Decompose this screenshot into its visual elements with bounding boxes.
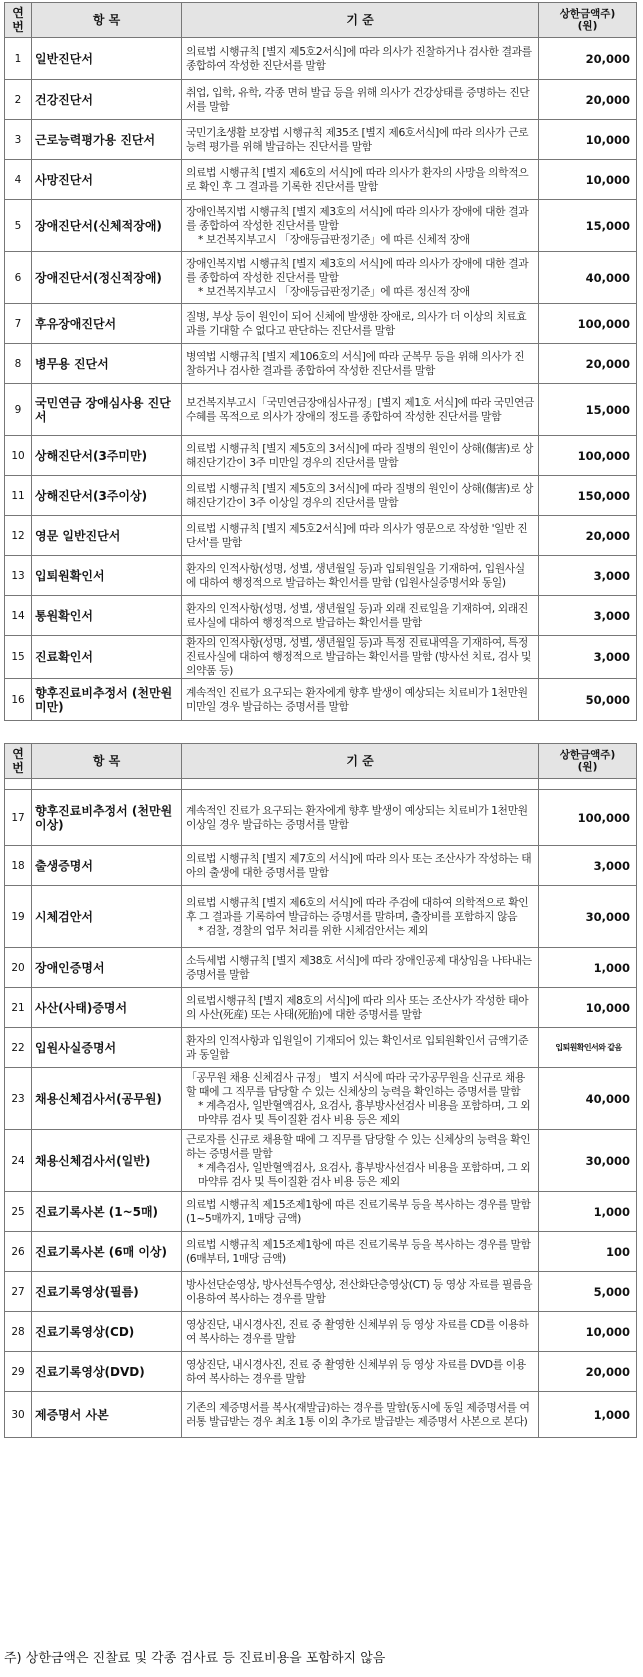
row-amount: 3,000	[539, 636, 637, 679]
row-item: 진료기록영상(CD)	[32, 1312, 182, 1352]
criteria-text: 질병, 부상 등이 원인이 되어 신체에 발생한 장애로, 의사가 더 이상의 치료효과를 기대할 수 없다고 판단하는 진단서를 말함	[186, 309, 527, 337]
row-amount: 100,000	[539, 790, 637, 846]
spacer-cell	[539, 779, 637, 790]
criteria-text: 의료법 시행규칙 제15조제1항에 따른 진료기록부 등을 복사하는 경우를 말함(6매부터, 1매당 금액)	[186, 1237, 531, 1265]
row-criteria	[182, 252, 539, 304]
row-number: 11	[5, 476, 32, 516]
criteria-text: 근로자를 신규로 채용할 때에 그 직무를 담당할 수 있는 신체상의 능력을 확인하는 증명서를 말함	[186, 1132, 531, 1160]
row-number: 12	[5, 516, 32, 556]
row-number: 2	[5, 80, 32, 120]
row-amount: 40,000	[539, 252, 637, 304]
criteria-text: 계속적인 진료가 요구되는 환자에게 향후 발생이 예상되는 치료비가 1천만원 이상일 경우 발급하는 증명서를 말함	[186, 803, 528, 831]
row-amount: 100,000	[539, 436, 637, 476]
row-item: 병무용 진단서	[32, 344, 182, 384]
criteria-text: 취업, 입학, 유학, 각종 면허 발급 등을 위해 의사가 건강상태를 증명하는 진단서를 말함	[186, 85, 530, 113]
row-criteria	[182, 1028, 539, 1068]
table-header-row	[5, 3, 637, 38]
row-criteria	[182, 1232, 539, 1272]
row-criteria	[182, 886, 539, 948]
criteria-text: 보건복지부고시「국민연금장애심사규정」[별지 제1호 서식]에 따라 국민연금수혜를 목적으로 의사가 장애의 정도를 종합하여 작성한 진단서를 말함	[186, 395, 534, 423]
header-criteria: 기 준	[182, 3, 539, 38]
criteria-text: 장애인복지법 시행규칙 [별지 제3호의 서식]에 따라 의사가 장애에 대한 결과를 종합하여 작성한 진단서를 말함	[186, 256, 529, 284]
row-amount: 10,000	[539, 988, 637, 1028]
row-amount: 50,000	[539, 679, 637, 721]
row-item: 통원확인서	[32, 596, 182, 636]
row-amount: 20,000	[539, 344, 637, 384]
row-number: 27	[5, 1272, 32, 1312]
header-amount: 상한금액주) (원)	[539, 744, 637, 779]
criteria-text: 병역법 시행규칙 [별지 제106호의 서식]에 따라 군복무 등을 위해 의사가 진찰하거나 검사한 결과를 종합하여 작성한 진단서를 말함	[186, 349, 525, 377]
header-item: 항 목	[32, 3, 182, 38]
criteria-text: 소득세법 시행규칙 [별지 제38호 서식]에 따라 장애인공제 대상임을 나타내는 증명서를 말함	[186, 953, 532, 981]
table-row	[5, 1232, 637, 1272]
row-number: 9	[5, 384, 32, 436]
table-row	[5, 1272, 637, 1312]
criteria-text: 의료법 시행규칙 [별지 제5호의 3서식]에 따라 질병의 원인이 상해(傷害)로 상해진단기간이 3주 미만일 경우의 진단서를 말함	[186, 441, 534, 469]
row-amount: 3,000	[539, 846, 637, 886]
criteria-text: 환자의 인적사항(성명, 성별, 생년월일 등)과 입퇴원일을 기재하여, 입원사실에 대하여 행정적으로 발급하는 확인서를 말함 (입원사실증명서와 동일)	[186, 561, 525, 589]
table-row	[5, 120, 637, 160]
row-amount: 1,000	[539, 948, 637, 988]
row-criteria	[182, 38, 539, 80]
spacer-cell	[5, 779, 32, 790]
table-row	[5, 636, 637, 679]
row-number: 19	[5, 886, 32, 948]
criteria-text: 영상진단, 내시경사진, 진료 중 촬영한 신체부위 등 영상 자료를 CD를 이용하여 복사하는 경우를 말함	[186, 1317, 529, 1345]
criteria-text: 의료법 시행규칙 [별지 제5호2서식]에 따라 의사가 진찰하거나 검사한 결과를 종합하여 작성한 진단서를 말함	[186, 44, 532, 72]
row-amount: 20,000	[539, 1352, 637, 1392]
table-header-row	[5, 744, 637, 779]
criteria-text: 「공무원 채용 신체검사 규정」 별지 서식에 따라 국가공무원을 신규로 채용할 때에 그 직무를 담당할 수 있는 신체상의 능력을 확인하는 증명서를 말함	[186, 1070, 525, 1098]
row-amount: 30,000	[539, 1130, 637, 1192]
criteria-text: 의료법 시행규칙 [별지 제6호의 서식]에 따라 주검에 대하여 의학적으로 확인 후 그 결과를 기록하여 발급하는 증명서를 말하며, 출장비를 포함하지 않음	[186, 895, 529, 923]
row-item: 장애진단서(신체적장애)	[32, 200, 182, 252]
row-number: 7	[5, 304, 32, 344]
row-amount: 1,000	[539, 1392, 637, 1438]
row-item: 근로능력평가용 진단서	[32, 120, 182, 160]
row-amount: 20,000	[539, 516, 637, 556]
table-body-part2	[5, 779, 637, 1438]
criteria-text: 기존의 제증명서를 복사(재발급)하는 경우를 말함(동시에 동일 제증명서를 여러통 발급받는 경우 최초 1통 이외 추가로 발급받는 제증명서 사본으로 본다)	[186, 1400, 530, 1428]
row-criteria	[182, 304, 539, 344]
criteria-text: 영상진단, 내시경사진, 진료 중 촬영한 신체부위 등 영상 자료를 DVD를 이용하여 복사하는 경우를 말함	[186, 1357, 526, 1385]
row-amount: 1,000	[539, 1192, 637, 1232]
row-criteria	[182, 1392, 539, 1438]
row-item: 장애진단서(정신적장애)	[32, 252, 182, 304]
row-criteria	[182, 846, 539, 886]
row-amount: 30,000	[539, 886, 637, 948]
fee-table-part1	[4, 2, 637, 721]
row-amount: 100	[539, 1232, 637, 1272]
row-item: 진료확인서	[32, 636, 182, 679]
criteria-text: 의료법 시행규칙 [별지 제6호의 서식]에 따라 의사가 환자의 사망을 의학적으로 확인 후 그 결과를 기록한 진단서를 말함	[186, 165, 529, 193]
table-row	[5, 988, 637, 1028]
row-criteria	[182, 556, 539, 596]
table-body-part1	[5, 38, 637, 721]
row-criteria	[182, 636, 539, 679]
row-item: 사산(사태)증명서	[32, 988, 182, 1028]
row-item: 채용신체검사서(일반)	[32, 1130, 182, 1192]
table-row	[5, 1192, 637, 1232]
row-item: 진료기록사본 (6매 이상)	[32, 1232, 182, 1272]
row-criteria	[182, 1352, 539, 1392]
table-row	[5, 1392, 637, 1438]
table-row	[5, 1352, 637, 1392]
row-number: 5	[5, 200, 32, 252]
header-amount: 상한금액주) (원)	[539, 3, 637, 38]
table-row	[5, 948, 637, 988]
table-spacer-row	[5, 779, 637, 790]
row-criteria	[182, 948, 539, 988]
row-criteria	[182, 120, 539, 160]
row-amount: 입퇴원확인서와 같음	[539, 1028, 637, 1068]
row-number: 28	[5, 1312, 32, 1352]
spacer-cell	[32, 779, 182, 790]
table-row	[5, 80, 637, 120]
criteria-text: 환자의 인적사항(성명, 성별, 생년월일 등)과 특정 진료내역을 기재하여, 특정 진료사실에 대하여 행정적으로 발급하는 확인서를 말함 (방사선 치료, 검사 및 의약품 등)	[186, 636, 532, 677]
table-row	[5, 1130, 637, 1192]
row-number: 24	[5, 1130, 32, 1192]
table-row	[5, 516, 637, 556]
row-criteria	[182, 344, 539, 384]
table-row	[5, 252, 637, 304]
criteria-note: * 보건복지부고시 「장애등급판정기준」에 따른 정신적 장애	[198, 284, 470, 298]
row-number: 6	[5, 252, 32, 304]
row-number: 25	[5, 1192, 32, 1232]
row-item: 진료기록영상(필름)	[32, 1272, 182, 1312]
row-amount: 10,000	[539, 1312, 637, 1352]
row-number: 23	[5, 1068, 32, 1130]
row-criteria	[182, 436, 539, 476]
row-amount: 15,000	[539, 200, 637, 252]
header-item: 항 목	[32, 744, 182, 779]
criteria-text: 방사선단순영상, 방사선특수영상, 전산화단층영상(CT) 등 영상 자료를 필름을 이용하여 복사하는 경우를 말함	[186, 1277, 533, 1305]
criteria-note: * 보건복지부고시 「장애등급판정기준」에 따른 신체적 장애	[198, 232, 470, 246]
row-number: 26	[5, 1232, 32, 1272]
row-item: 향후진료비추정서 (천만원이상)	[32, 790, 182, 846]
row-criteria	[182, 1068, 539, 1130]
row-number: 13	[5, 556, 32, 596]
row-criteria	[182, 1192, 539, 1232]
criteria-text: 환자의 인적사항과 입원일이 기재되어 있는 확인서로 입퇴원확인서 금액기준과 동일함	[186, 1033, 529, 1061]
row-number: 10	[5, 436, 32, 476]
row-item: 채용신체검사서(공무원)	[32, 1068, 182, 1130]
row-criteria	[182, 384, 539, 436]
row-item: 건강진단서	[32, 80, 182, 120]
row-amount: 3,000	[539, 556, 637, 596]
row-item: 진료기록사본 (1~5매)	[32, 1192, 182, 1232]
row-number: 17	[5, 790, 32, 846]
criteria-text: 장애인복지법 시행규칙 [별지 제3호의 서식]에 따라 의사가 장애에 대한 결과를 종합하여 작성한 진단서를 말함	[186, 204, 529, 232]
criteria-text: 국민기초생활 보장법 시행규칙 제35조 [별지 제6호서식]에 따라 의사가 근로능력 평가를 위해 발급하는 진단서를 말함	[186, 125, 529, 153]
fee-table-part2	[4, 743, 637, 1438]
table-row	[5, 1312, 637, 1352]
criteria-text: 의료법 시행규칙 [별지 제5호2서식]에 따라 의사가 영문으로 작성한 '일반 진단서'를 말함	[186, 521, 528, 549]
table-row	[5, 384, 637, 436]
table-row	[5, 436, 637, 476]
row-amount: 3,000	[539, 596, 637, 636]
footnote: 주) 상한금액은 진찰료 및 각종 검사료 등 진료비용을 포함하지 않음	[4, 1651, 386, 1666]
table-row	[5, 304, 637, 344]
header-no: 연 번	[5, 744, 32, 779]
row-criteria	[182, 160, 539, 200]
row-amount: 100,000	[539, 304, 637, 344]
row-number: 8	[5, 344, 32, 384]
row-number: 21	[5, 988, 32, 1028]
table-row	[5, 790, 637, 846]
criteria-text: 의료법 시행규칙 [별지 제5호의 3서식]에 따라 질병의 원인이 상해(傷害)로 상해진단기간이 3주 이상일 경우의 진단서를 말함	[186, 481, 534, 509]
criteria-text: 의료법 시행규칙 제15조제1항에 따른 진료기록부 등을 복사하는 경우를 말함(1~5매까지, 1매당 금액)	[186, 1197, 531, 1225]
row-item: 시체검안서	[32, 886, 182, 948]
table-row	[5, 38, 637, 80]
table-row	[5, 596, 637, 636]
row-number: 29	[5, 1352, 32, 1392]
row-number: 18	[5, 846, 32, 886]
criteria-text: 계속적인 진료가 요구되는 환자에게 향후 발생이 예상되는 치료비가 1천만원 미만일 경우 발급하는 증명서를 말함	[186, 685, 528, 713]
criteria-text: 환자의 인적사항(성명, 성별, 생년월일 등)과 외래 진료일을 기재하여, 외래진료사실에 대하여 행정적으로 발급하는 확인서를 말함	[186, 601, 528, 629]
criteria-text: 의료법시행규칙 [별지 제8호의 서식]에 따라 의사 또는 조산사가 작성한 태아의 사산(死産) 또는 사태(死胎)에 대한 증명서를 말함	[186, 993, 529, 1021]
row-number: 22	[5, 1028, 32, 1068]
row-item: 장애인증명서	[32, 948, 182, 988]
row-amount: 40,000	[539, 1068, 637, 1130]
row-amount: 15,000	[539, 384, 637, 436]
row-item: 입원사실증명서	[32, 1028, 182, 1068]
row-number: 20	[5, 948, 32, 988]
row-criteria	[182, 80, 539, 120]
row-number: 30	[5, 1392, 32, 1438]
row-number: 16	[5, 679, 32, 721]
header-no: 연 번	[5, 3, 32, 38]
row-item: 상해진단서(3주미만)	[32, 436, 182, 476]
criteria-note: * 계측검사, 일반혈액검사, 요검사, 흉부방사선검사 비용을 포함하며, 그 외 마약류 검사 및 특이질환 검사 비용 등은 제외	[198, 1160, 531, 1188]
row-item: 사망진단서	[32, 160, 182, 200]
row-number: 4	[5, 160, 32, 200]
row-criteria	[182, 1130, 539, 1192]
table-row	[5, 200, 637, 252]
row-criteria	[182, 790, 539, 846]
row-criteria	[182, 679, 539, 721]
row-item: 국민연금 장애심사용 진단서	[32, 384, 182, 436]
row-criteria	[182, 200, 539, 252]
row-criteria	[182, 596, 539, 636]
row-number: 14	[5, 596, 32, 636]
fee-document	[4, 2, 636, 1438]
row-criteria	[182, 516, 539, 556]
row-amount: 5,000	[539, 1272, 637, 1312]
row-item: 일반진단서	[32, 38, 182, 80]
criteria-text: 의료법 시행규칙 [별지 제7호의 서식]에 따라 의사 또는 조산사가 작성하는 태아의 출생에 대한 증명서를 말함	[186, 851, 532, 879]
table-row	[5, 344, 637, 384]
row-amount: 20,000	[539, 38, 637, 80]
row-item: 입퇴원확인서	[32, 556, 182, 596]
row-criteria	[182, 1272, 539, 1312]
criteria-note: * 검찰, 경찰의 업무 처리를 위한 시체검안서는 제외	[198, 923, 428, 937]
row-amount: 150,000	[539, 476, 637, 516]
row-item: 영문 일반진단서	[32, 516, 182, 556]
criteria-note: * 계측검사, 일반혈액검사, 요검사, 흉부방사선검사 비용을 포함하며, 그 외 마약류 검사 및 특이질환 검사 비용 등은 제외	[198, 1098, 531, 1126]
row-amount: 20,000	[539, 80, 637, 120]
row-criteria	[182, 988, 539, 1028]
row-item: 후유장애진단서	[32, 304, 182, 344]
row-number: 1	[5, 38, 32, 80]
table-row	[5, 679, 637, 721]
row-item: 향후진료비추정서 (천만원미만)	[32, 679, 182, 721]
row-item: 상해진단서(3주이상)	[32, 476, 182, 516]
table-row	[5, 160, 637, 200]
row-item: 제증명서 사본	[32, 1392, 182, 1438]
table-row	[5, 886, 637, 948]
header-criteria: 기 준	[182, 744, 539, 779]
row-item: 진료기록영상(DVD)	[32, 1352, 182, 1392]
row-amount: 10,000	[539, 120, 637, 160]
table-row	[5, 476, 637, 516]
row-number: 3	[5, 120, 32, 160]
row-number: 15	[5, 636, 32, 679]
table-row	[5, 1028, 637, 1068]
section-gap	[4, 721, 636, 743]
spacer-cell	[182, 779, 539, 790]
table-row	[5, 1068, 637, 1130]
table-row	[5, 846, 637, 886]
table-row	[5, 556, 637, 596]
row-criteria	[182, 1312, 539, 1352]
row-item: 출생증명서	[32, 846, 182, 886]
row-criteria	[182, 476, 539, 516]
row-amount: 10,000	[539, 160, 637, 200]
